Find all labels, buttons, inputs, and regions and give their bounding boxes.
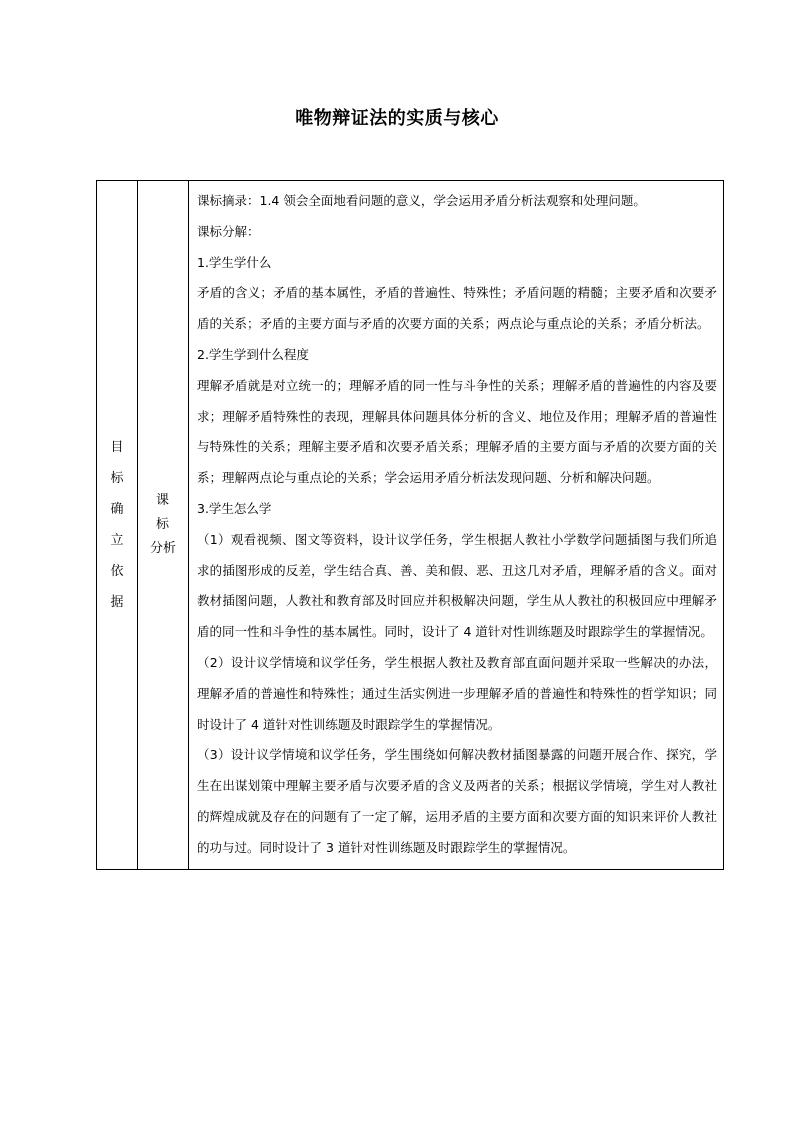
page-title: 唯物辩证法的实质与核心 bbox=[295, 108, 499, 129]
row-header-char: 立 bbox=[110, 532, 124, 548]
table-row bbox=[97, 181, 724, 870]
row-header-char: 标 bbox=[110, 470, 124, 486]
paragraph: （3）设计议学情境和议学任务，学生围绕如何解决教材插图暴露的问题开展合作、探究，学生在出谋划策中理解主要矛盾与次要矛盾的含义及两者的关系；根据议学情境，学生对人教社的辉煌成就及存在的问题有了一定了解，运用矛盾的主要方面和次要方面的知识来评价人教社的功与过。同时设计了 3 道针对性训练题及时跟踪学生的掌握情况。 bbox=[197, 747, 717, 855]
row-header-char: 目 bbox=[110, 439, 124, 455]
content-body bbox=[189, 181, 723, 869]
sub-header-cell bbox=[138, 181, 189, 870]
row-header-cell bbox=[97, 181, 138, 870]
curriculum-excerpt: 课标摘录：1.4 领会全面地看问题的意义，学会运用矛盾分析法观察和处理问题。 bbox=[197, 193, 646, 208]
section-heading: 2.学生学到什么程度 bbox=[197, 346, 309, 362]
paragraph: （2）设计议学情境和议学任务，学生根据人教社及教育部直面问题并采取一些解决的办法，理解矛盾的普遍性和特殊性；通过生活实例进一步理解矛盾的普遍性和特殊性的哲学知识；同时设计了 4 道针对性训练题及时跟踪学生的掌握情况。 bbox=[197, 654, 717, 732]
paragraph: 理解矛盾就是对立统一的；理解矛盾的同一性与斗争性的关系；理解矛盾的普遍性的内容及要求；理解矛盾特殊性的表现，理解具体问题具体分析的含义、地位及作用；理解矛盾的普遍性与特殊性的关系；理解主要矛盾和次要矛盾关系；理解矛盾的主要方面与矛盾的次要方面的关系；理解两点论与重点论的关系；学会运用矛盾分析法发现问题、分析和解决问题。 bbox=[197, 377, 717, 486]
lesson-plan-table bbox=[96, 180, 724, 870]
sub-header-line: 课 标 bbox=[155, 492, 178, 532]
row-header-char: 确 bbox=[110, 501, 124, 517]
paragraph: （1）观看视频、图文等资料，设计议学任务，学生根据人教社小学数学问题插图与我们所追求的插图形成的反差，学生结合真、善、美和假、恶、丑这几对矛盾，理解矛盾的含义。面对教材插图问题，人教社和教育部及时回应并积极解决问题，学生从人教社的积极回应中理解矛盾的同一性和斗争性的基本属性。同时，设计了 4 道针对性训练题及时跟踪学生的掌握情况。 bbox=[197, 531, 717, 640]
section-heading: 1.学生学什么 bbox=[197, 254, 272, 270]
paragraph: 矛盾的含义；矛盾的基本属性，矛盾的普遍性、特殊性；矛盾问题的精髓；主要矛盾和次要矛盾的关系；矛盾的主要方面与矛盾的次要方面的关系；两点论与重点论的关系；矛盾分析法。 bbox=[197, 285, 717, 332]
content-cell bbox=[189, 181, 724, 870]
curriculum-breakdown-heading: 课标分解： bbox=[197, 223, 260, 239]
sub-header-line: 分析 bbox=[149, 540, 176, 556]
row-header-char: 据 bbox=[110, 594, 124, 610]
sub-header-text bbox=[138, 489, 188, 561]
row-header-vertical-text bbox=[97, 432, 137, 618]
section-heading: 3.学生怎么学 bbox=[197, 500, 272, 516]
row-header-char: 依 bbox=[110, 563, 124, 579]
